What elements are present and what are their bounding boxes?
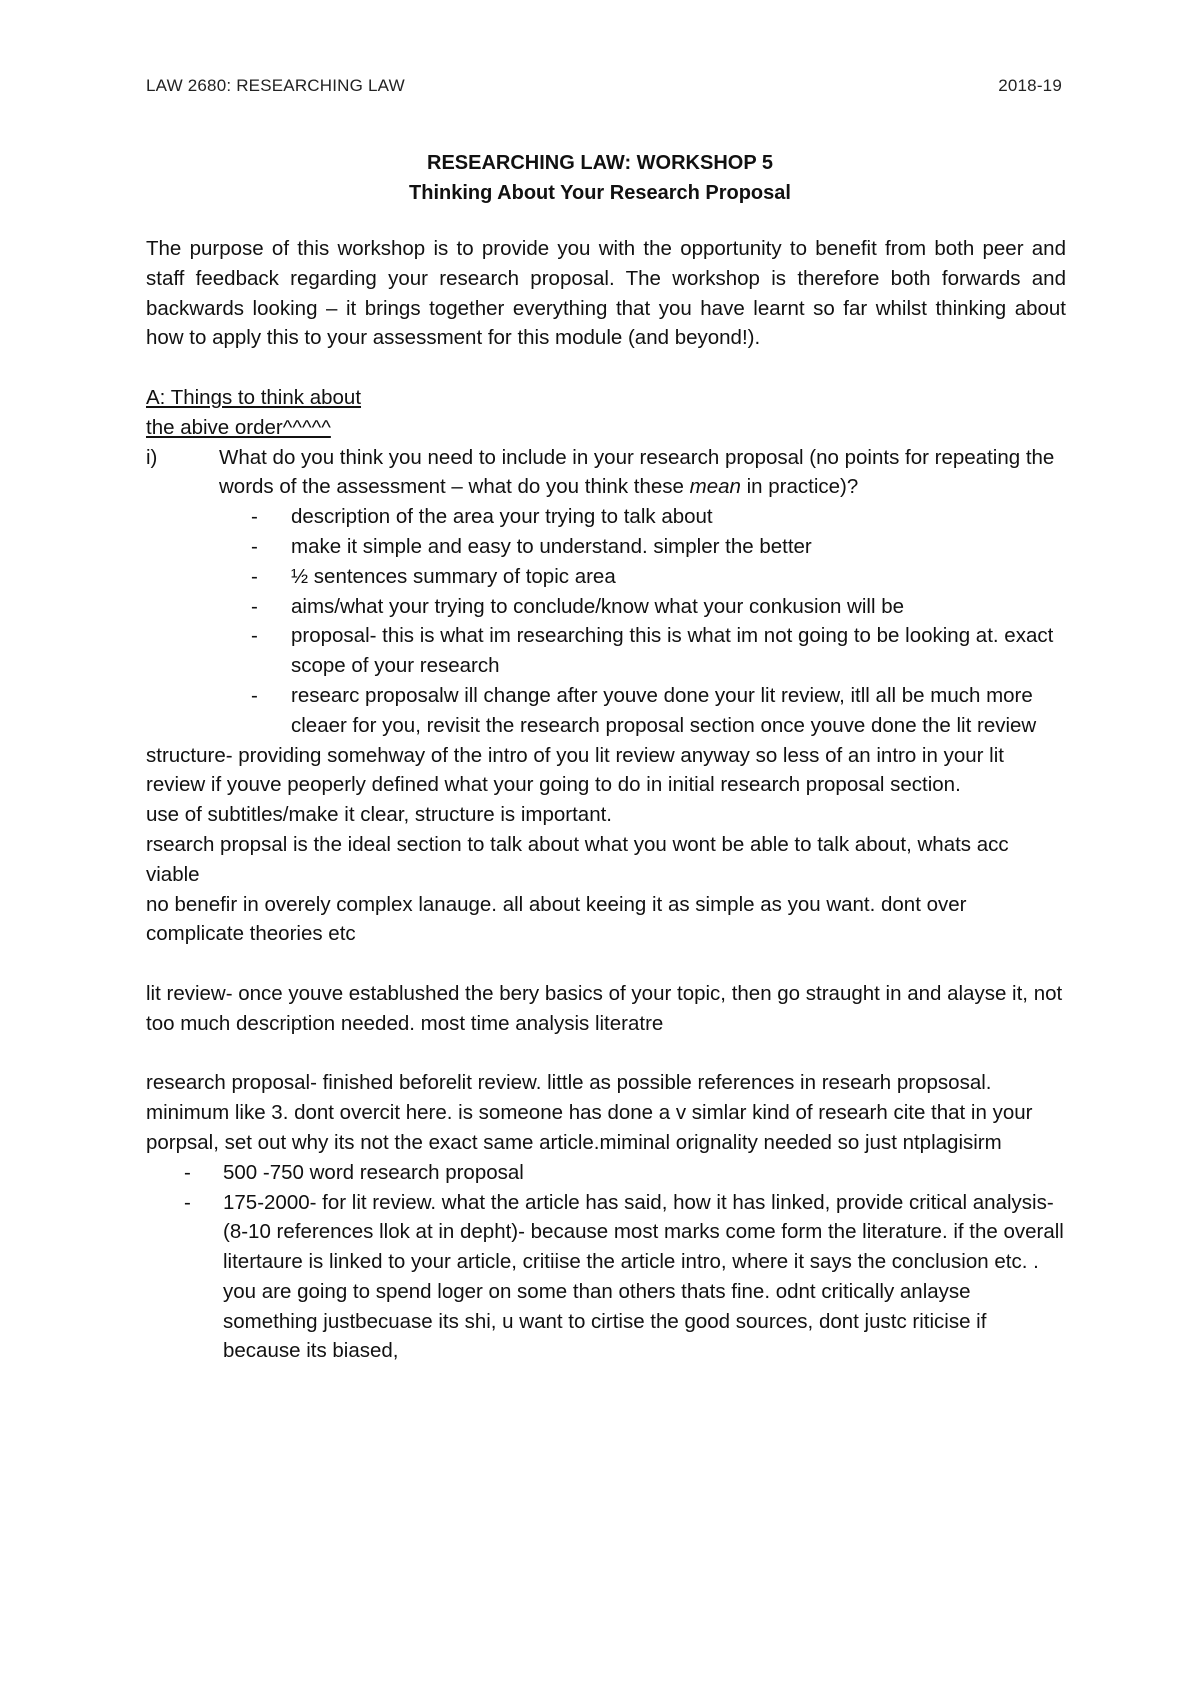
dash-marker: - — [251, 683, 258, 707]
list-item — [251, 562, 1066, 592]
question-i-text-start: What do you think you need to include in your research proposal (no points for repeating the words of the assessment – what do you think these — [219, 445, 1055, 499]
dash-marker: - — [251, 534, 258, 558]
spacer — [146, 353, 1066, 383]
list-item — [251, 592, 1066, 622]
list-item-text: researc proposalw ill change after youve done your lit review, itll all be much more cleaer for you, revisit the research proposal section once youve done the lit review — [291, 683, 1037, 737]
list-item-text: ½ sentences summary of topic area — [291, 564, 616, 588]
page-header — [146, 76, 1062, 96]
title-block — [0, 148, 1200, 208]
document-title: RESEARCHING LAW: WORKSHOP 5 — [427, 152, 773, 174]
section-a-note: the abive order^^^^^ — [146, 415, 331, 439]
document-subtitle: Thinking About Your Research Proposal — [409, 182, 791, 204]
dash-marker: - — [251, 594, 258, 618]
list-item — [251, 621, 1066, 681]
list-item-text: description of the area your trying to talk about — [291, 505, 713, 529]
list-item-text: 175-2000- for lit review. what the article has said, how it has linked, provide critical analysis- (8-10 references llok at in depht)- because most marks come form the literature. if the overall litertaure is linked to your article, critiise the article intro, where it says the conclusion etc. . you are going to spend loger on some than others thats fine. odnt critically anlayse something justbecuase its shi, u want to cirtise the good sources, dont justc riticise if because its biased, — [223, 1190, 1064, 1363]
question-i-text-end: in practice)? — [740, 475, 859, 499]
list-item — [184, 1158, 1066, 1188]
document-body — [146, 234, 1066, 1366]
main-bullet-list — [146, 1158, 1066, 1367]
lit-review-note: lit review- once youve establushed the bery basics of your topic, then go straught in and alayse it, not too much description needed. most time analysis literatre — [146, 981, 1063, 1035]
dash-marker: - — [251, 564, 258, 588]
intro-paragraph: The purpose of this workshop is to provide you with the opportunity to benefit from both peer and staff feedback regarding your research proposal. The workshop is therefore both forwards and backwards looking – it brings together everything that you have learnt so far whilst thinking about how to apply this to your assessment for this module (and beyond!). — [146, 237, 1066, 350]
research-proposal-note: research proposal- finished beforelit review. little as possible references in researh propsosal. minimum like 3. dont overcit here. is someone has done a v simlar kind of researh cite that in your porpsal, set out why its not the exact same article.miminal orignality needed so just ntplagisirm — [146, 1071, 1033, 1154]
list-item — [184, 1188, 1066, 1367]
question-i-emphasis: mean — [689, 475, 741, 499]
sub-bullet-list — [146, 502, 1066, 740]
list-item — [251, 502, 1066, 532]
note-paragraph: no benefir in overely complex lanauge. all about keeing it as simple as you want. dont over complicate theories etc — [146, 892, 967, 946]
spacer — [146, 1039, 1066, 1069]
dash-marker: - — [251, 505, 258, 529]
question-i-text — [219, 443, 1066, 503]
section-a-heading: A: Things to think about — [146, 385, 362, 409]
dash-marker: - — [184, 1190, 191, 1214]
list-item-text: make it simple and easy to understand. simpler the better — [291, 534, 812, 558]
list-item-text: 500 -750 word research proposal — [223, 1160, 524, 1184]
question-i — [146, 443, 1066, 503]
list-item-text: proposal- this is what im researching this is what im not going to be looking at. exact scope of your research — [291, 624, 1054, 678]
note-paragraph: use of subtitles/make it clear, structure is important. — [146, 803, 612, 827]
note-paragraph: rsearch propsal is the ideal section to talk about what you wont be able to talk about, whats acc viable — [146, 832, 1009, 886]
list-item — [251, 532, 1066, 562]
question-i-number: i) — [146, 445, 158, 469]
dash-marker: - — [251, 624, 258, 648]
spacer — [146, 949, 1066, 979]
list-item-text: aims/what your trying to conclude/know what your conkusion will be — [291, 594, 905, 618]
note-paragraph: structure- providing somehway of the intro of you lit review anyway so less of an intro in your lit review if youve peoperly defined what your going to do in initial research proposal section. — [146, 743, 1004, 797]
dash-marker: - — [184, 1160, 191, 1184]
list-item — [251, 681, 1066, 741]
header-academic-year: 2018-19 — [998, 76, 1062, 95]
header-course-title: LAW 2680: RESEARCHING LAW — [146, 76, 405, 95]
